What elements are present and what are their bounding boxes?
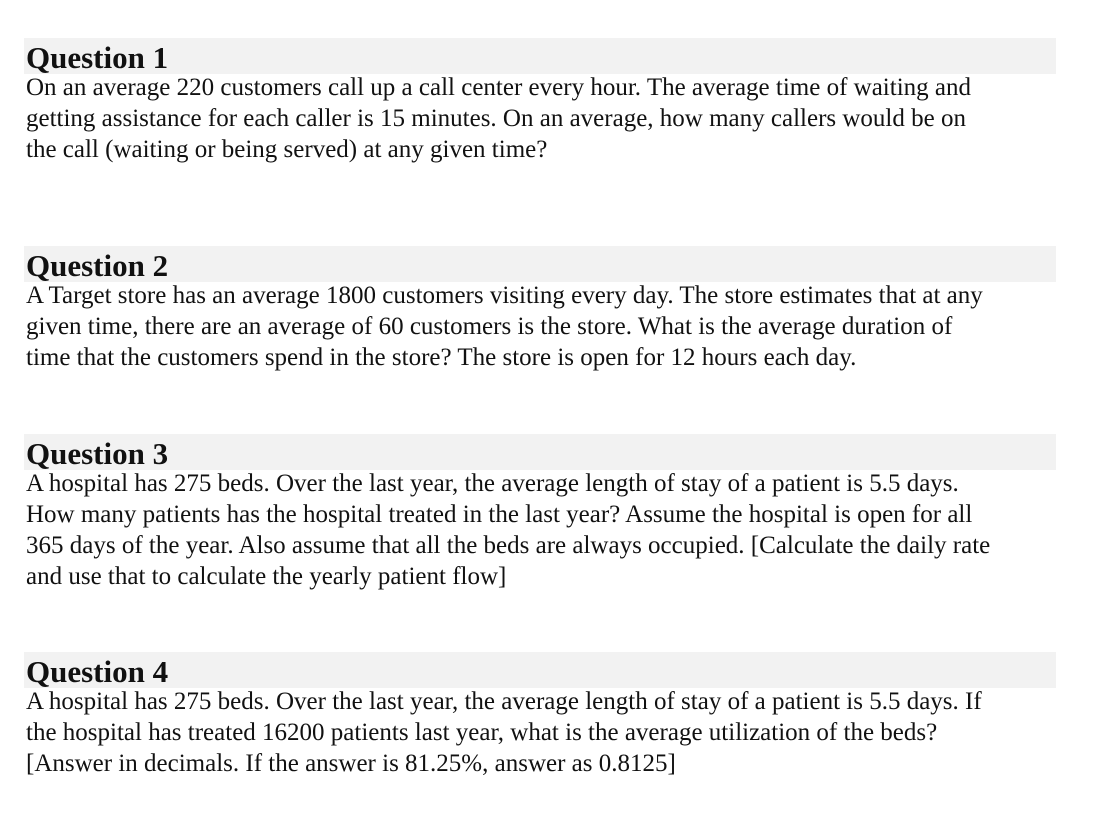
question-2-title: Question 2 [26,248,169,283]
question-4-body [26,686,1056,779]
question-3 [26,434,1056,592]
question-1-body [26,72,1056,165]
question-1-line: getting assistance for each caller is 15 minutes. On an average, how many callers would be on [26,105,966,132]
question-4-line: [Answer in decimals. If the answer is 81.25%, answer as 0.8125] [26,750,676,777]
question-3-line: and use that to calculate the yearly patient flow] [26,563,507,590]
question-1-line: the call (waiting or being served) at any given time? [26,136,548,163]
question-3-title: Question 3 [26,436,169,471]
question-2-body [26,280,1056,373]
question-2 [26,246,1056,373]
question-4-title: Question 4 [26,654,169,689]
question-1-heading-bar [24,38,1056,74]
question-1 [26,38,1056,165]
question-2-line: A Target store has an average 1800 customers visiting every day. The store estimates that at any [26,282,983,309]
question-1-title: Question 1 [26,40,169,75]
question-3-body [26,468,1056,592]
question-3-line: A hospital has 275 beds. Over the last year, the average length of stay of a patient is 5.5 days. [26,470,959,497]
question-2-line: time that the customers spend in the store? The store is open for 12 hours each day. [26,344,857,371]
question-3-line: How many patients has the hospital treated in the last year? Assume the hospital is open for all [26,501,973,528]
question-4 [26,652,1056,779]
question-4-heading-bar [24,652,1056,688]
question-1-line: On an average 220 customers call up a call center every hour. The average time of waiting and [26,74,971,101]
question-3-line: 365 days of the year. Also assume that all the beds are always occupied. [Calculate the daily rate [26,532,991,559]
question-4-line: A hospital has 275 beds. Over the last year, the average length of stay of a patient is 5.5 days. If [26,688,982,715]
question-3-heading-bar [24,434,1056,470]
question-2-line: given time, there are an average of 60 customers is the store. What is the average duration of [26,313,953,340]
question-4-line: the hospital has treated 16200 patients last year, what is the average utilization of the beds? [26,719,938,746]
question-2-heading-bar [24,246,1056,282]
